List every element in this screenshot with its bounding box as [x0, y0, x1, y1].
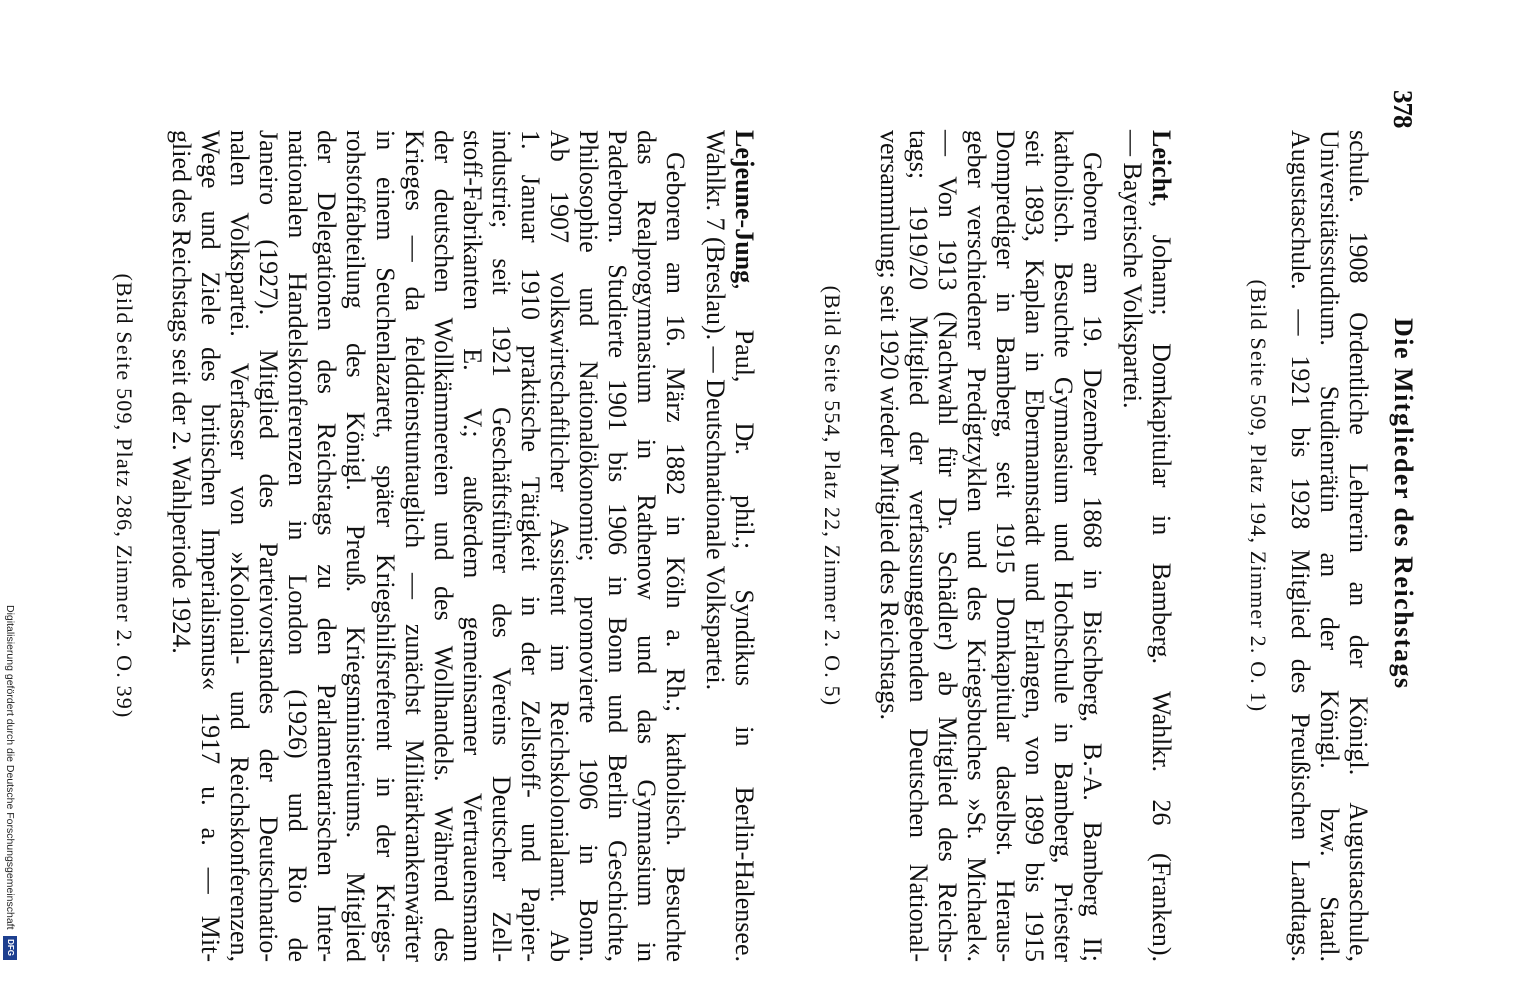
entry-heading	[1118, 130, 1176, 962]
text-line: tags; 1919/20 Mitglied der verfassunggebenden Deutschen National-	[903, 130, 933, 962]
text-line: Universitätsstudium. Studienrätin an der Königl. bzw. Staatl.	[1314, 130, 1344, 962]
text-line: Janeiro (1927). Mitglied des Parteivorstandes der Deutschnatio-	[254, 130, 284, 962]
member-name: Lejeune-Jung	[730, 130, 760, 284]
picture-reference: (Bild Seite 509, Platz 286, Zimmer 2. O. 39)	[112, 273, 138, 719]
text-line: stoff-Fabrikanten E. V.; außerdem gemeinsamer Vertrauensmann	[457, 130, 487, 962]
text-line: das Realprogymnasium in Rathenow und das Gymnasium in	[632, 130, 662, 962]
text-line: Geboren am 16. März 1882 in Köln a. Rh.; katholisch. Besuchte	[661, 152, 691, 962]
entry-heading-line: Wahlkr. 7 (Breslau). — Deutschnationale Volkspartei.	[701, 130, 731, 691]
text-line: seit 1893, Kaplan in Ebermannstadt und Erlangen, von 1899 bis 1915	[1020, 130, 1050, 962]
text-line: der Delegationen des Reichstags zu den Parlamentarischen Inter-	[312, 130, 342, 962]
heading-text: , Johann; Domkapitular in Bamberg. Wahlkr. 26 (Franken).	[1147, 200, 1176, 962]
dfg-logo: DFG	[3, 936, 17, 960]
entry-heading-line: — Bayerische Volkspartei.	[1117, 130, 1147, 409]
text-line: der deutschen Wollkämmereien und des Wollhandels. Während des	[428, 130, 458, 962]
entry-heading-line	[1147, 130, 1176, 962]
text-line: Philosophie und Nationalökonomie; promovierte 1906 in Bonn.	[574, 130, 604, 962]
heading-text: , Paul, Dr. phil.; Syndikus in Berlin-Halensee.	[730, 283, 760, 962]
text-line: — Von 1913 (Nachwahl für Dr. Schädler) ab Mitglied des Reichs-	[933, 130, 963, 962]
entry-body	[167, 130, 691, 962]
text-line: industrie; seit 1921 Geschäftsführer des Vereins Deutscher Zell-	[486, 130, 516, 962]
entry-body	[875, 130, 1108, 962]
text-line: Domprediger in Bamberg, seit 1915 Domkapitular daselbst. Heraus-	[991, 130, 1021, 962]
running-header	[1385, 0, 1421, 1000]
entry-body	[1286, 130, 1373, 962]
member-name: Leicht	[1147, 130, 1176, 201]
text-line: geber verschiedener Predigtzyklen und des Kriegsbuches »St. Michael«.	[962, 130, 992, 962]
text-line: Augustaschule. — 1921 bis 1928 Mitglied des Preußischen Landtags.	[1285, 130, 1315, 962]
entry-heading	[701, 130, 759, 962]
picture-reference: (Bild Seite 509, Platz 194, Zimmer 2. O. 1)	[1246, 279, 1271, 713]
text-line: Krieges — da felddienstuntauglich — zunächst Militärkrankenwärter	[399, 130, 429, 962]
text-line: rohstoffabteilung des Königl. Preuß. Kriegsministeriums. Mitglied	[341, 130, 371, 962]
text-line: Ab 1907 volkswirtschaftlicher Assistent im Reichskolonialamt. Ab	[545, 130, 575, 962]
text-line: Wege und Ziele des britischen Imperialismus« 1917 u. a. — Mit-	[196, 130, 225, 962]
text-line: in einem Seuchenlazarett, später Kriegshilfsreferent in der Kriegs-	[370, 130, 400, 962]
digitization-credit	[2, 605, 18, 960]
text-line: 1. Januar 1910 praktische Tätigkeit in der Zellstoff- und Papier-	[516, 130, 546, 962]
text-line: versammlung; seit 1920 wieder Mitglied des Reichstags.	[874, 130, 904, 720]
running-head-title: Die Mitglieder des Reichstags	[1389, 318, 1418, 690]
text-line: nationalen Handelskonferenzen in London (1926) und Rio de	[283, 130, 313, 962]
text-line: Paderborn. Studierte 1901 bis 1906 in Bonn und Berlin Geschichte,	[603, 130, 633, 962]
page-number: 378	[1388, 90, 1418, 128]
text-line: katholisch. Besuchte Gymnasium und Hochschule in Bamberg, Priester	[1049, 130, 1079, 962]
entry-heading-line	[730, 130, 759, 962]
text-line: nalen Volkspartei. Verfasser von »Kolonial- und Reichskonferenzen,	[225, 130, 255, 962]
text-line: glied des Reichstags seit der 2. Wahlperiode 1924.	[166, 130, 196, 654]
picture-reference: (Bild Seite 554, Platz 22, Zimmer 2. O. 5)	[820, 285, 845, 707]
text-line: schule. 1908 Ordentliche Lehrerin an der Königl. Augustaschule,	[1344, 130, 1373, 962]
text-line: Geboren am 19. Dezember 1868 in Bischberg, B.-A. Bamberg II;	[1078, 152, 1108, 962]
credit-text: Digitalisierung gefördert durch die Deutsche Forschungsgemeinschaft	[4, 605, 16, 930]
